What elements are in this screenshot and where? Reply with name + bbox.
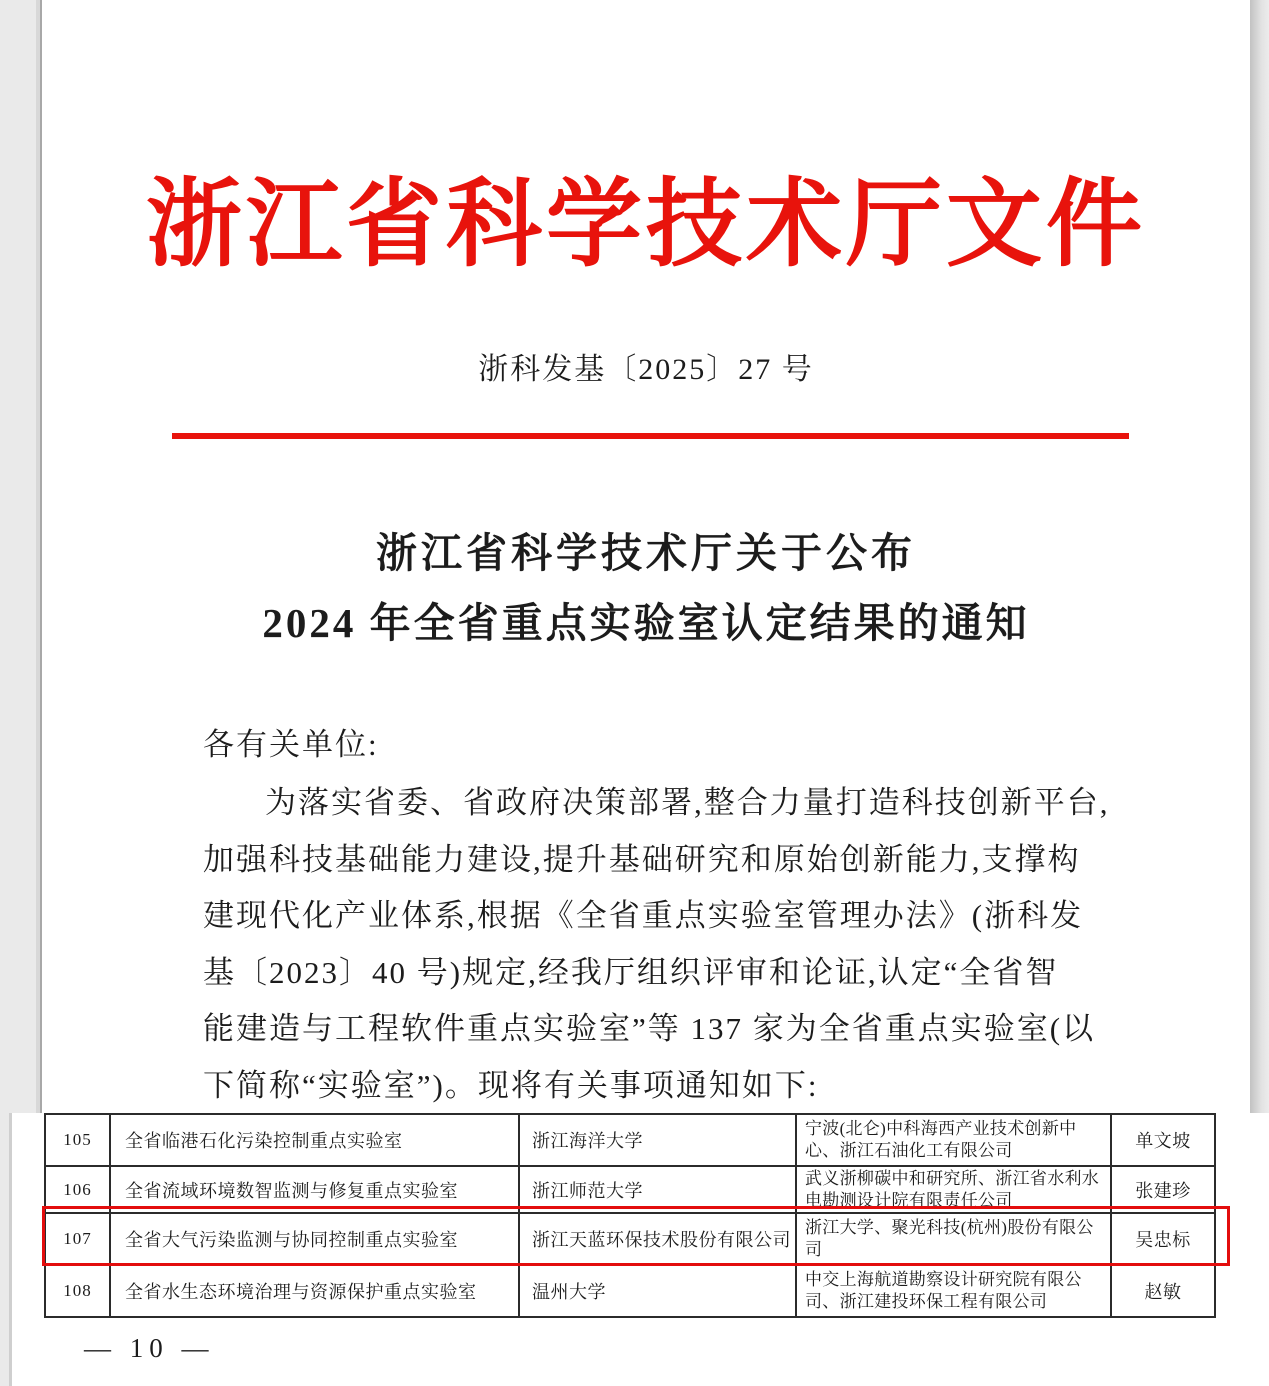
cell-director: 张建珍: [1135, 1180, 1191, 1201]
cell-row-number: 106: [46, 1167, 111, 1212]
agency-header-title: 浙江省科学技术厅文件: [146, 171, 1146, 278]
cell-institution: 浙江师范大学: [520, 1167, 797, 1212]
body-line: 加强科技基础能力建设,提升基础研究和原始创新能力,支撑构: [203, 841, 1081, 877]
table-row-106: [46, 1167, 1214, 1214]
notice-title-line-1: 浙江省科学技术厅关于公布: [376, 530, 916, 576]
table-row-107-highlighted: [46, 1214, 1214, 1266]
page-number: — 10 —: [84, 1333, 215, 1363]
body-line: 建现代化产业体系,根据《全省重点实验室管理办法》(浙科发: [203, 898, 1084, 934]
cell-lab-name: 全省水生态环境治理与资源保护重点实验室: [111, 1266, 520, 1316]
cell-institution: 温州大学: [520, 1266, 797, 1316]
cell-institution: 浙江海洋大学: [520, 1115, 797, 1165]
doc-number: 浙科发基〔2025〕27 号: [478, 353, 814, 386]
cell-director: 吴忠标: [1135, 1230, 1191, 1250]
cell-row-number: 105: [46, 1115, 111, 1165]
cell-lab-name: 全省临港石化污染控制重点实验室: [111, 1115, 520, 1165]
cell-partners: 宁波(北仑)中科海西产业技术创新中心、浙江石油化工有限公司: [797, 1115, 1112, 1165]
red-divider-rule: [172, 433, 1129, 439]
results-table: [44, 1113, 1216, 1318]
notice-title-line-2: 2024 年全省重点实验室认定结果的通知: [262, 600, 1030, 646]
cell-director: 赵敏: [1144, 1282, 1182, 1302]
cell-institution: 浙江天蓝环保技术股份有限公司: [520, 1214, 797, 1264]
salutation: 各有关单位:: [203, 727, 379, 762]
cell-row-number: 108: [46, 1266, 111, 1316]
cell-partners: 浙江大学、聚光科技(杭州)股份有限公司: [797, 1214, 1112, 1264]
scan-margin-left: [0, 0, 42, 1113]
body-line: 能建造与工程软件重点实验室”等 137 家为全省重点实验室(以: [203, 1011, 1096, 1047]
body-line: 下简称“实验室”)。现将有关事项通知如下:: [203, 1067, 819, 1103]
cell-director: 单文坡: [1135, 1131, 1191, 1151]
cell-partners: 武义浙柳碳中和研究所、浙江省水利水电勘测设计院有限责任公司: [797, 1167, 1112, 1212]
cell-lab-name: 全省流域环境数智监测与修复重点实验室: [111, 1167, 520, 1212]
body-paragraph: [203, 775, 1143, 1115]
body-line: 为落实省委、省政府决策部署,整合力量打造科技创新平台,: [265, 785, 1110, 820]
cell-lab-name: 全省大气污染监测与协同控制重点实验室: [111, 1214, 520, 1264]
scan-margin-left-bottom: [0, 1113, 12, 1386]
scan-margin-right: [1250, 0, 1269, 1113]
cell-row-number: 107: [46, 1214, 111, 1264]
body-line: 基〔2023〕40 号)规定,经我厅组织评审和论证,认定“全省智: [203, 954, 1059, 990]
cell-partners: 中交上海航道勘察设计研究院有限公司、浙江建投环保工程有限公司: [797, 1266, 1112, 1316]
table-row-108: [46, 1266, 1214, 1316]
table-row-105: [46, 1115, 1214, 1167]
